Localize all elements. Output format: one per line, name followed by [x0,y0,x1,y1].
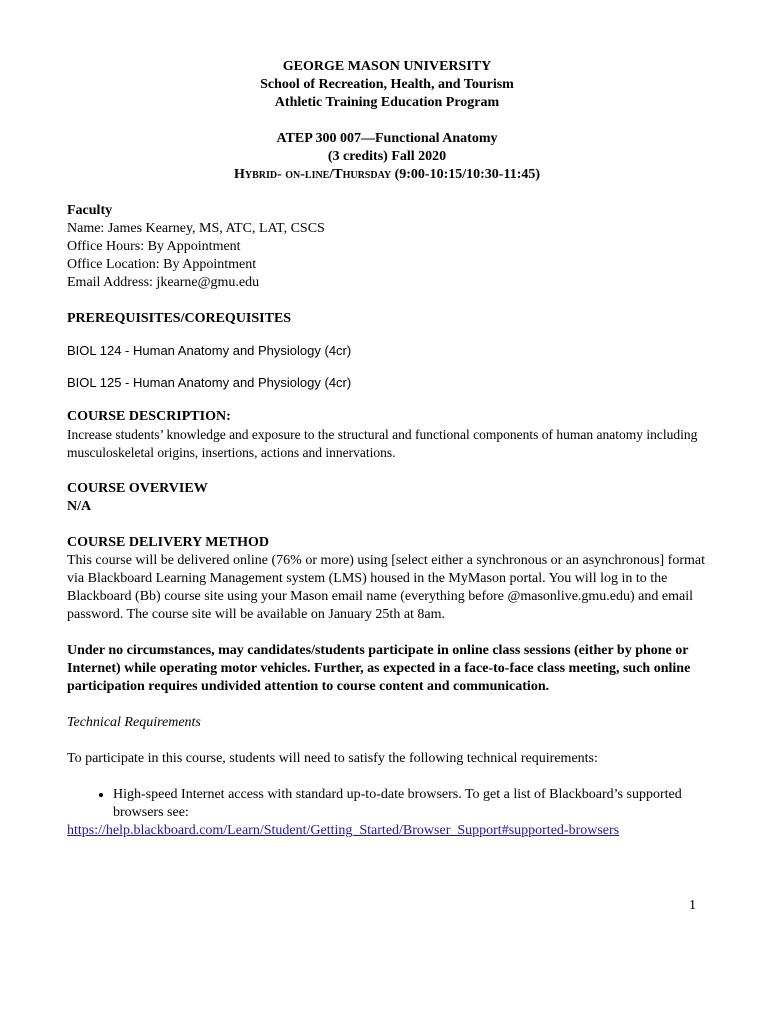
university-name: GEORGE MASON UNIVERSITY [282,59,492,74]
course-schedule [67,166,707,184]
faculty-email: Email Address: jkearne@gmu.edu [67,275,260,290]
delivery-heading: COURSE DELIVERY METHOD [67,535,270,550]
blackboard-browser-link[interactable]: https://help.blackboard.com/Learn/Student/Getting_Started/Browser_Support#supported-browsers [67,823,620,838]
description-heading: COURSE DESCRIPTION: [67,409,231,424]
prereq-item: BIOL 125 - Human Anatomy and Physiology (4cr) [67,375,352,390]
technical-heading: Technical Requirements [67,715,201,730]
program-name: Athletic Training Education Program [274,95,500,110]
document-header [67,58,707,184]
course-title: ATEP 300 007—Functional Anatomy [276,131,498,146]
description-section [67,408,707,462]
faculty-heading: Faculty [67,203,113,218]
schedule-mode: Hybrid- on-line/Thursday [233,167,392,182]
technical-list [67,786,707,822]
prereq-heading: PREREQUISITES/COREQUISITES [67,311,292,326]
overview-text: N/A [67,499,92,514]
school-name: School of Recreation, Health, and Tourism [260,77,514,92]
prereq-section [67,310,707,392]
faculty-office-location: Office Location: By Appointment [67,257,257,272]
faculty-section [67,202,707,292]
delivery-section [67,534,707,696]
faculty-office-hours: Office Hours: By Appointment [67,239,241,254]
overview-section [67,480,707,516]
delivery-text: This course will be delivered online (76% or more) using [select either a synchronous or an asynchronous] format via Blackboard Learning Management system (LMS) housed in the MyMason portal. You will log in to the Blackboard (Bb) course site using your Mason email name (everything before @masonlive.gmu.edu) and email password. The course site will be available on January 25th at 8am. [67,553,705,622]
technical-bullet: • High-speed Internet access with standard up-to-date browsers. To get a list of Blackboard’s supported browsers see: [113,786,707,822]
prereq-item: BIOL 124 - Human Anatomy and Physiology (4cr) [67,343,352,358]
delivery-warning: Under no circumstances, may candidates/students participate in online class sessions (either by phone or Internet) while operating motor vehicles. Further, as expected in a face-to-face class meeting, such online participation requires undivided attention to course content and communication. [67,643,691,694]
technical-section [67,714,707,840]
description-text: Increase students’ knowledge and exposure to the structural and functional components of human anatomy including musculoskeletal origins, insertions, actions and innervations. [67,427,698,460]
schedule-time: (9:00-10:15/10:30-11:45) [391,167,541,182]
overview-heading: COURSE OVERVIEW [67,481,208,496]
technical-intro: To participate in this course, students will need to satisfy the following technical requirements: [67,751,598,766]
course-credits: (3 credits) Fall 2020 [327,149,447,164]
page-number: 1 [689,898,696,913]
document-page [67,58,707,840]
faculty-name: Name: James Kearney, MS, ATC, LAT, CSCS [67,221,325,236]
